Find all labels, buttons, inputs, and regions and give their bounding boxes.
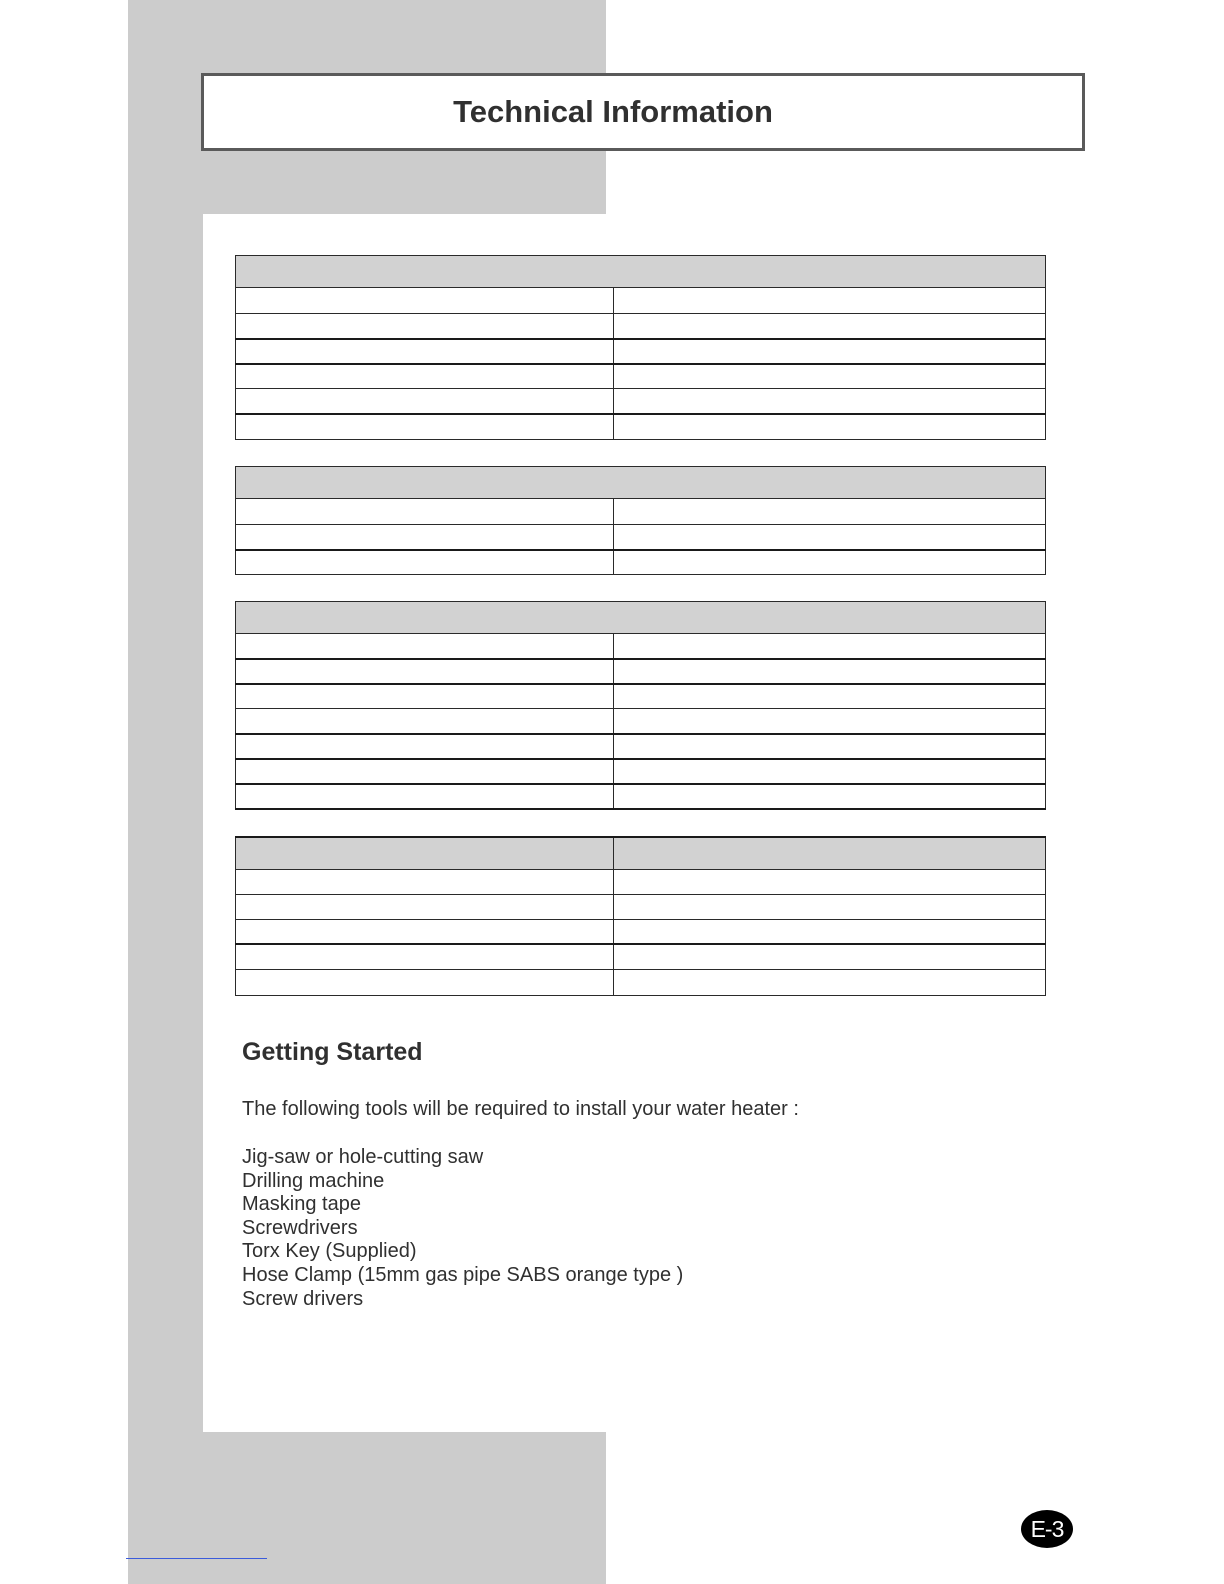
table-cell bbox=[236, 684, 614, 709]
table-cell bbox=[236, 894, 614, 919]
table-cell bbox=[236, 944, 614, 969]
table-cell bbox=[236, 869, 614, 894]
table-row bbox=[236, 759, 1046, 784]
table-cell bbox=[614, 709, 1046, 734]
table-cell bbox=[236, 314, 614, 339]
page-title: Technical Information bbox=[453, 94, 773, 129]
page-number-badge bbox=[1021, 1510, 1073, 1548]
table-cell bbox=[614, 414, 1046, 440]
table-cell bbox=[236, 969, 614, 995]
table-row bbox=[236, 364, 1046, 389]
table-cell bbox=[236, 659, 614, 684]
table-row bbox=[236, 499, 1046, 525]
link-underline bbox=[126, 1558, 267, 1559]
table-row bbox=[236, 684, 1046, 709]
table-row bbox=[236, 784, 1046, 809]
table-cell bbox=[614, 969, 1046, 995]
grey-band-left bbox=[128, 214, 203, 1432]
table-row bbox=[236, 288, 1046, 314]
tools-intro-text: The following tools will be required to install your water heater : bbox=[242, 1098, 799, 1120]
spec-table-3 bbox=[235, 601, 1046, 810]
spec-table-1 bbox=[235, 255, 1046, 440]
table-cell bbox=[614, 634, 1046, 659]
table-cell bbox=[236, 389, 614, 414]
table-row bbox=[236, 634, 1046, 659]
table-cell bbox=[614, 894, 1046, 919]
table-cell bbox=[614, 525, 1046, 550]
table-cell bbox=[236, 499, 614, 525]
grey-band-bottom bbox=[128, 1432, 606, 1584]
table-row bbox=[236, 919, 1046, 944]
table-cell bbox=[236, 288, 614, 314]
list-item: Screw drivers bbox=[242, 1287, 364, 1310]
list-item: Torx Key (Supplied) bbox=[242, 1240, 417, 1263]
table-row bbox=[236, 894, 1046, 919]
table-row bbox=[236, 389, 1046, 414]
table-row bbox=[236, 314, 1046, 339]
table-header-row bbox=[236, 602, 1046, 634]
table-cell bbox=[614, 659, 1046, 684]
table-cell bbox=[614, 499, 1046, 525]
table-cell bbox=[236, 759, 614, 784]
table-cell bbox=[614, 550, 1046, 575]
table-cell bbox=[236, 414, 614, 440]
table-cell bbox=[614, 869, 1046, 894]
table-cell bbox=[614, 734, 1046, 759]
table-row bbox=[236, 659, 1046, 684]
table-header-cell bbox=[236, 837, 614, 869]
table-cell bbox=[236, 525, 614, 550]
getting-started-heading: Getting Started bbox=[242, 1038, 423, 1066]
table-row bbox=[236, 734, 1046, 759]
table-cell bbox=[614, 364, 1046, 389]
table-cell bbox=[236, 919, 614, 944]
table-cell bbox=[236, 709, 614, 734]
table-cell bbox=[236, 734, 614, 759]
table-cell bbox=[236, 634, 614, 659]
table-cell bbox=[236, 364, 614, 389]
table-cell bbox=[614, 944, 1046, 969]
table-cell bbox=[614, 288, 1046, 314]
title-box bbox=[201, 73, 1085, 151]
tools-list bbox=[242, 1146, 683, 1311]
table-row bbox=[236, 414, 1046, 440]
table-cell bbox=[236, 339, 614, 364]
table-row bbox=[236, 969, 1046, 995]
table-cell bbox=[614, 684, 1046, 709]
table-header-cell bbox=[236, 256, 1046, 288]
table-cell bbox=[614, 314, 1046, 339]
table-header-row bbox=[236, 256, 1046, 288]
table-cell bbox=[614, 389, 1046, 414]
list-item: Drilling machine bbox=[242, 1169, 385, 1192]
table-header-cell bbox=[236, 467, 1046, 499]
table-cell bbox=[236, 550, 614, 575]
table-header-cell bbox=[614, 837, 1046, 869]
table-row bbox=[236, 709, 1046, 734]
table-row bbox=[236, 944, 1046, 969]
list-item: Hose Clamp (15mm gas pipe SABS orange type ) bbox=[242, 1263, 684, 1286]
table-row bbox=[236, 339, 1046, 364]
spec-table-4 bbox=[235, 836, 1046, 996]
table-cell bbox=[614, 759, 1046, 784]
list-item: Jig-saw or hole-cutting saw bbox=[242, 1146, 484, 1168]
table-row bbox=[236, 869, 1046, 894]
table-cell bbox=[614, 339, 1046, 364]
spec-table-2 bbox=[235, 466, 1046, 575]
table-header-cell bbox=[236, 602, 1046, 634]
list-item: Masking tape bbox=[242, 1193, 361, 1216]
page-number: E-3 bbox=[1030, 1515, 1064, 1542]
table-header-row bbox=[236, 467, 1046, 499]
table-row bbox=[236, 550, 1046, 575]
list-item: Screwdrivers bbox=[242, 1216, 358, 1239]
table-header-row bbox=[236, 837, 1046, 869]
table-cell bbox=[614, 784, 1046, 809]
table-cell bbox=[614, 919, 1046, 944]
table-row bbox=[236, 525, 1046, 550]
table-cell bbox=[236, 784, 614, 809]
